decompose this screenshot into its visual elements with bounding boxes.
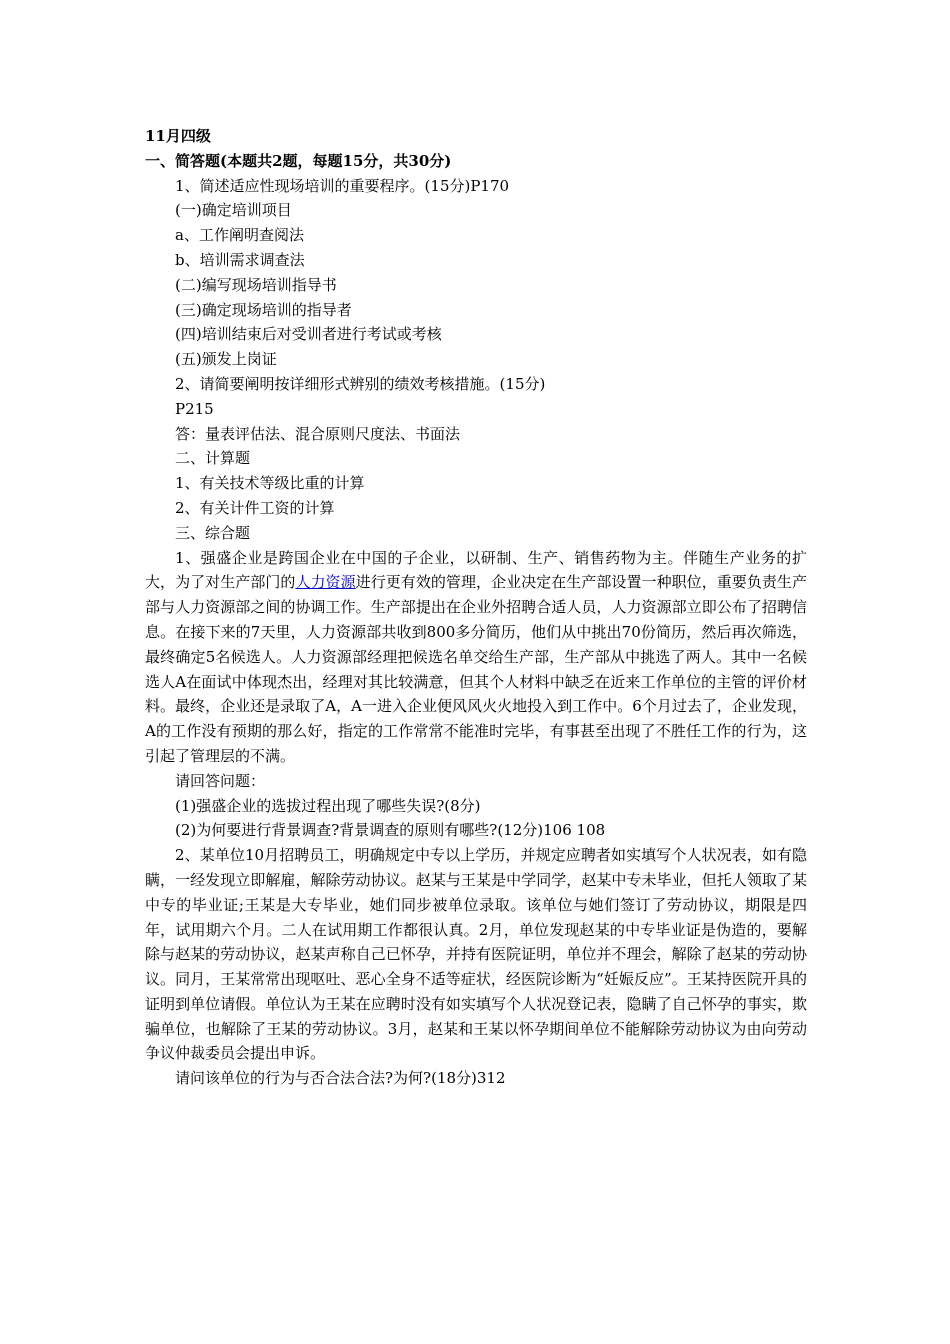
case-1-paragraph [145,546,807,769]
answer-item: a、工作阐明查阅法 [175,226,304,245]
case-1-text-b: 进行更有效的管理，企业决定在生产部设置一种职位，重要负责生产部与人力资源部之间的协调工作。生产部提出在企业外招聘合适人员，人力资源部立即公布了招聘信息。在接下来的7天里，人力资源部共收到800多分简历，他们从中挑出70份简历，然后再次筛选，最终确定5名候选人。人力资源部经理把候选名单交给生产部，生产部从中挑选了两人。其中一名候选人A在面试中体现杰出，经理对其比较满意，但其个人材料中缺乏在近来工作单位的主管的评价材料。最终，企业还是录取了A，A一进入企业便风风火火地投入到工作中。6个月过去了，企业发现，A的工作没有预期的那么好，指定的工作常常不能准时完毕，有事甚至出现了不胜任工作的行为，这引起了管理层的不满。 [145,573,807,765]
answer-item: (三)确定现场培训的指导者 [175,300,352,319]
answer-item: (二)编写现场培训指导书 [175,275,337,294]
question-2-answer: 答：量表评估法、混合原则尺度法、书面法 [175,424,461,443]
calc-item: 2、有关计件工资的计算 [175,498,335,517]
case-1-question: (2)为何要进行背景调查?背景调查的原则有哪些?(12分)106 108 [175,821,606,840]
doc-title: 11月四级 [145,127,211,145]
section-heading-short-answer: 一、简答题(本题共2题，每题15分，共30分) [145,151,452,170]
document-body [145,124,807,1091]
section-heading-calculation: 二、计算题 [175,449,251,468]
hr-link[interactable]: 人力资源 [295,573,356,592]
answer-item: b、培训需求调查法 [175,250,305,269]
question-1: 1、简述适应性现场培训的重要程序。(15分)P170 [175,176,510,195]
section-heading-comprehensive: 三、综合题 [175,523,251,542]
case-2-question: 请问该单位的行为与否合法合法?为何?(18分)312 [175,1069,506,1088]
calc-item: 1、有关技术等级比重的计算 [175,474,365,493]
answer-item: (五)颁发上岗证 [175,350,277,369]
case-1-text-a: 1、强盛企业是跨国企业在中国的子企业，以研制、生产、销售药物为主。伴随生产业务的扩大，为了对生产部门的 [145,548,807,592]
answer-item: (四)培训结束后对受训者进行考试或考核 [175,325,442,344]
case-1-question: (1)强盛企业的选拔过程出现了哪些失误?(8分) [175,796,481,815]
page-reference: P215 [175,399,214,418]
case-1-prompt: 请回答问题： [175,771,266,790]
case-2-paragraph: 2、某单位10月招聘员工，明确规定中专以上学历，并规定应聘者如实填写个人状况表，如有隐瞒，一经发现立即解雇，解除劳动协议。赵某与王某是中学同学，赵某中专未毕业，但托人领取了某中专的毕业证;王某是大专毕业，她们同步被单位录取。该单位与她们签订了劳动协议，期限是四年，试用期六个月。二人在试用期工作都很认真。2月，单位发现赵某的中专毕业证是伪造的，要解除与赵某的劳动协议，赵某声称自己已怀孕，并持有医院证明，单位并不理会，解除了赵某的劳动协议。同月，王某常常出现呕吐、恶心全身不适等症状，经医院诊断为“妊娠反应”。王某持医院开具的证明到单位请假。单位认为王某在应聘时没有如实填写个人状况登记表，隐瞒了自己怀孕的事实，欺骗单位，也解除了王某的劳动协议。3月，赵某和王某以怀孕期间单位不能解除劳动协议为由向劳动争议仲裁委员会提出申诉。 [145,846,807,1063]
question-2: 2、请简要阐明按详细形式辨别的绩效考核措施。(15分) [175,374,546,393]
answer-item: (一)确定培训项目 [175,201,292,220]
